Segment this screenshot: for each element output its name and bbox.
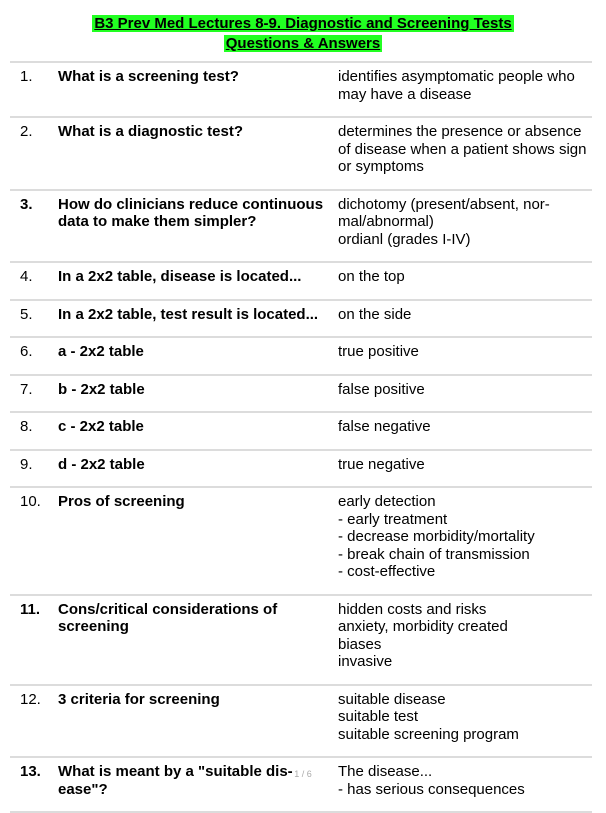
question-number: 4. <box>20 268 33 285</box>
qa-row <box>10 686 592 759</box>
question-text: Cons/critical considerations of screening <box>58 600 278 635</box>
qa-row <box>10 263 592 301</box>
answer-text: false positive <box>338 380 425 398</box>
answer-text: true positive <box>338 343 419 360</box>
question-text: What is a screening test? <box>58 68 239 85</box>
answer-text: dichotomy (present/absent, nor- mal/abnormal) ordianl (grades I-IV) <box>338 195 550 248</box>
qa-row <box>10 301 592 339</box>
question-number: 1. <box>20 68 33 85</box>
qa-list <box>10 61 592 813</box>
qa-row <box>10 451 592 489</box>
qa-row <box>10 338 592 376</box>
question-text: What is meant by a "suitable dis- ease"? <box>58 763 293 798</box>
question-text: In a 2x2 table, test result is located... <box>58 305 319 323</box>
qa-row <box>10 61 592 118</box>
question-number: 5. <box>20 305 33 323</box>
qa-row <box>10 758 592 813</box>
qa-row <box>10 596 592 686</box>
question-number: 13. <box>20 763 41 780</box>
question-text: b - 2x2 table <box>58 380 145 398</box>
answer-text: true negative <box>338 455 425 473</box>
answer-text: The disease... - has serious consequences <box>338 763 525 798</box>
document-title <box>0 14 606 54</box>
question-number: 3. <box>20 195 33 213</box>
question-number: 8. <box>20 418 33 435</box>
qa-row <box>10 488 592 596</box>
answer-text: hidden costs and risks anxiety, morbidity created biases invasive <box>338 600 508 670</box>
qa-row <box>10 413 592 451</box>
answer-text: early detection - early treatment - decrease morbidity/mortality - break chain of transmission - cost-effective <box>338 493 535 580</box>
question-text: How do clinicians reduce continuous data to make them simpler? <box>58 195 324 230</box>
qa-row <box>10 118 592 191</box>
question-number: 11. <box>20 600 41 618</box>
question-text: a - 2x2 table <box>58 343 144 360</box>
answer-text: determines the presence or absence of disease when a patient shows sign or symptoms <box>338 123 587 175</box>
answer-text: suitable disease suitable test suitable screening program <box>338 690 519 743</box>
question-text: What is a diagnostic test? <box>58 123 244 140</box>
question-text: c - 2x2 table <box>58 418 144 435</box>
qa-row <box>10 191 592 264</box>
answer-text: identifies asymptomatic people who may have a disease <box>338 68 575 103</box>
question-text: d - 2x2 table <box>58 455 145 473</box>
title-line-1: B3 Prev Med Lectures 8-9. Diagnostic and Screening Tests <box>94 15 512 32</box>
title-line-2: Questions & Answers <box>225 35 381 52</box>
question-number: 2. <box>20 123 33 140</box>
qa-row <box>10 376 592 414</box>
question-text: In a 2x2 table, disease is located... <box>58 268 302 285</box>
answer-text: on the top <box>338 268 405 285</box>
question-number: 6. <box>20 343 33 360</box>
answer-text: on the side <box>338 305 412 323</box>
answer-text: false negative <box>338 418 431 435</box>
page-indicator: 1 / 6 <box>294 769 312 779</box>
question-text: 3 criteria for screening <box>58 690 220 708</box>
question-text: Pros of screening <box>58 493 185 510</box>
question-number: 7. <box>20 380 33 398</box>
question-number: 12. <box>20 690 41 708</box>
question-number: 10. <box>20 493 41 510</box>
question-number: 9. <box>20 455 33 473</box>
